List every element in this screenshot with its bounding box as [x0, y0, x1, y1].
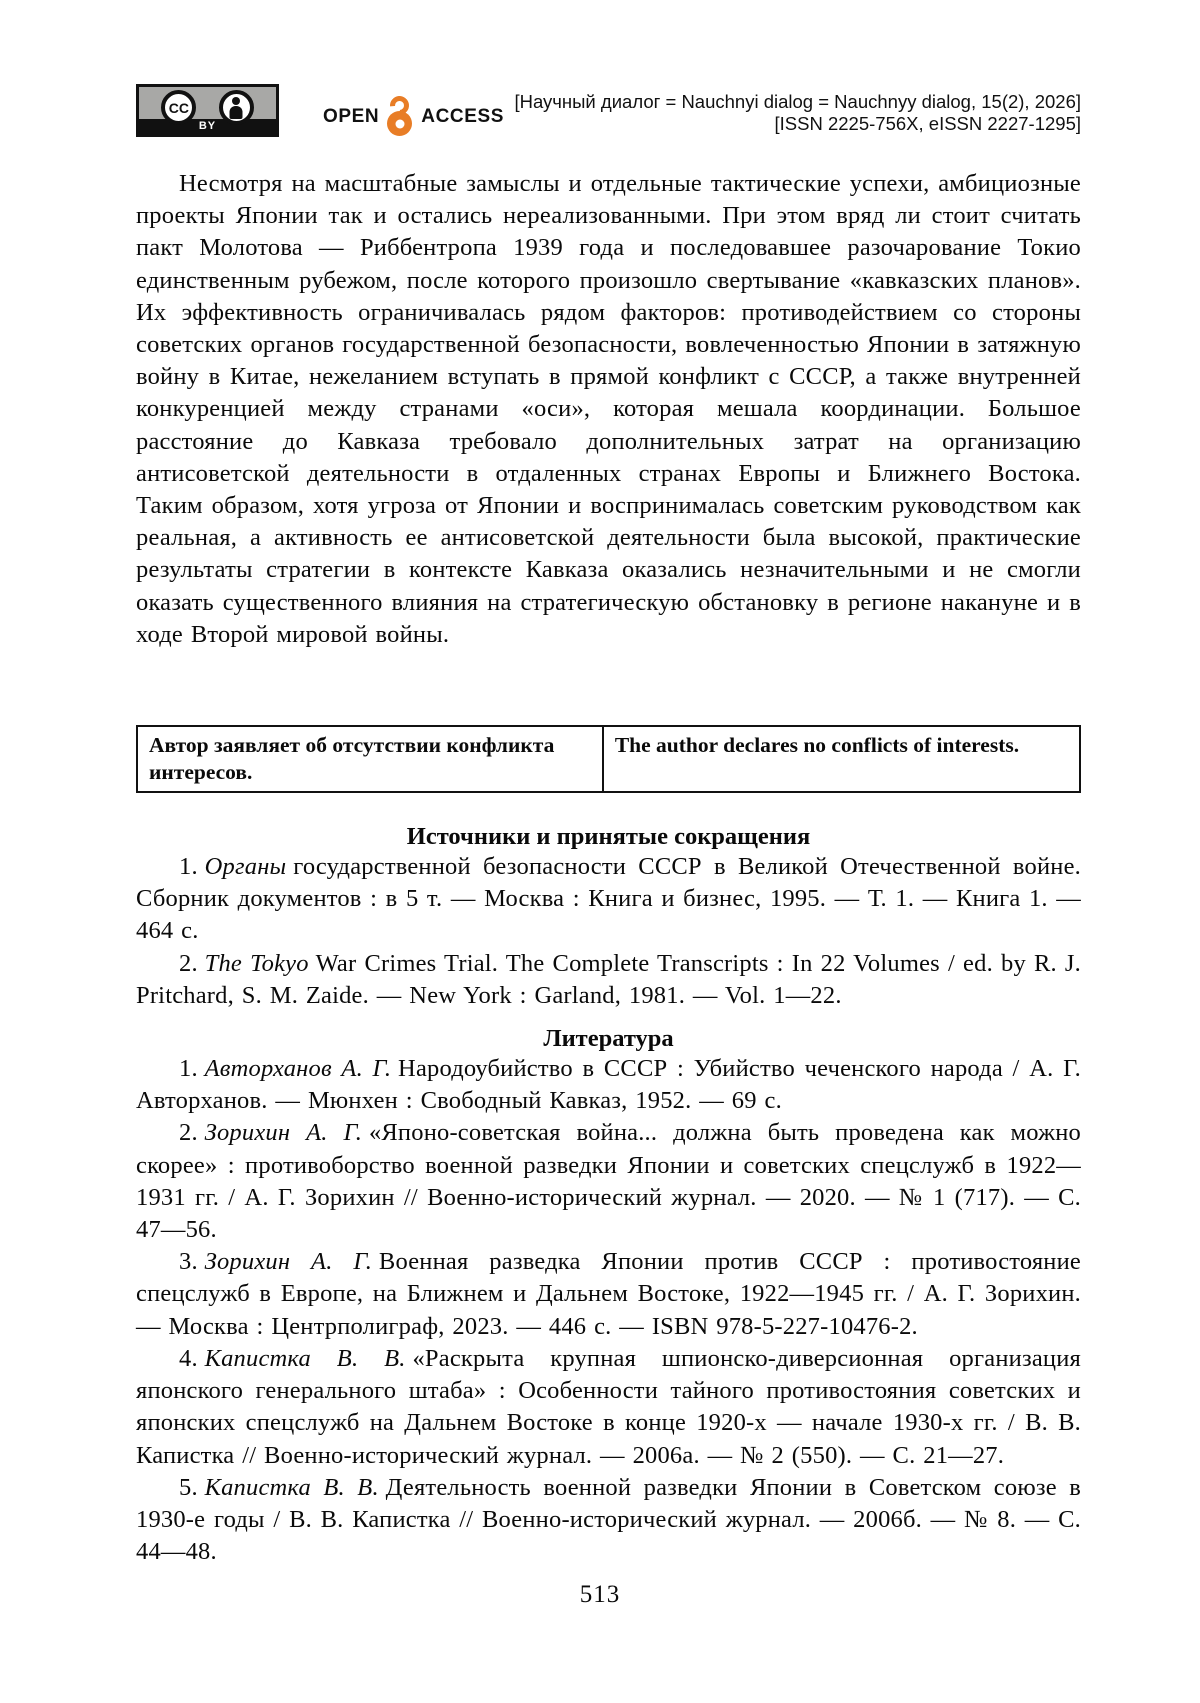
literature-item [136, 1117, 1081, 1246]
literature-item [136, 1343, 1081, 1472]
open-padlock-icon [384, 98, 416, 136]
sources-heading: Источники и принятые сокращения [406, 823, 811, 851]
reference-author: Авторханов А. Г. [204, 1055, 392, 1083]
reference-number: 4. [179, 1344, 198, 1372]
reference-text: War Crimes Trial. The Complete Transcripts : In 22 Volumes / ed. by R. J. Pritchard, S. M. Zaide. — New York : Garland, 1981. — Vol. 1—22. [136, 949, 1081, 1009]
attribution-person-icon [219, 90, 254, 125]
cc-label: CC [168, 99, 189, 116]
conflict-of-interest-table [136, 725, 1081, 793]
open-access-logo [323, 98, 504, 136]
reference-author: Зорихин А. Г. [204, 1119, 363, 1147]
journal-citation-line1: [Научный диалог = Nauchnyi dialog = Nauchnyy dialog, 15(2), 2026] [514, 91, 1081, 112]
reference-text: Деятельность военной разведки Японии в Советском союзе в 1930-е годы / В. В. Капистка // Военно-исторический журнал. — 2006б. — № 8. — С. 44—48. [136, 1473, 1081, 1566]
cc-by-license-badge [136, 84, 279, 137]
source-item [136, 851, 1081, 948]
literature-item [136, 1472, 1081, 1569]
by-label: BY [139, 119, 276, 134]
reference-number: 3. [179, 1248, 198, 1276]
reference-author: Зорихин А. Г. [204, 1248, 373, 1276]
reference-number: 2. [179, 1119, 198, 1147]
reference-lead: Органы [204, 853, 287, 881]
table-row [137, 726, 1080, 792]
conclusion-paragraph: Несмотря на масштабные замыслы и отдельные тактические успехи, амбициозные проекты Японии так и остались нереализованными. При этом вряд ли стоит считать пакт Молотова — Риббентропа 1939 года и последовавшее разочарование Токио единственным рубежом, после которого произошло свертывание «кавказских планов». Их эффективность ограничивалась рядом факторов: противодействием со стороны советских органов государственной безопасности, вовлеченностью Японии в затяжную войну в Китае, нежеланием вступать в прямой конфликт с СССР, а также внутренней конкуренцией между странами «оси», которая мешала координации. Большое расстояние до Кавказа требовало дополнительных затрат на организацию антисоветской деятельности в отдаленных странах Европы и Ближнего Востока. Таким образом, хотя угроза от Японии и воспринималась советским руководством как реальная, а активность ее антисоветской деятельности была высокой, практические результаты стратегии в контексте Кавказа оказались незначительными и не смогли оказать существенного влияния на стратегическую обстановку в регионе накануне и в ходе Второй мировой войны. [136, 170, 1081, 648]
reference-number: 1. [179, 1055, 198, 1083]
source-item [136, 948, 1081, 1012]
reference-text: государственной безопасности СССР в Великой Отечественной войне. Сборник документов : в 5 т. — Москва : Книга и бизнес, 1995. — Т. 1. — Книга 1. — 464 с. [136, 853, 1081, 945]
literature-item [136, 1246, 1081, 1343]
access-label: ACCESS [421, 106, 505, 127]
open-label: OPEN [323, 106, 380, 127]
reference-text: Военная разведка Японии против СССР : противостояние спецслужб в Европе, на Ближнем и Дальнем Востоке, 1922—1945 гг. / А. Г. Зорихин. — Москва : Центрполиграф, 2023. — 446 с. — ISBN 978-5-227-10476-2. [136, 1248, 1082, 1340]
reference-author: Капистка В. В. [204, 1473, 379, 1501]
conflict-statement-en: The author declares no conflicts of interests. [603, 726, 1080, 792]
literature-item [136, 1053, 1081, 1117]
reference-number: 1. [179, 853, 198, 881]
reference-number: 2. [179, 949, 198, 977]
reference-number: 5. [179, 1473, 198, 1501]
page-number: 513 [579, 1581, 621, 1608]
page-header [136, 84, 1081, 137]
reference-author: Капистка В. В. [204, 1344, 406, 1372]
journal-citation-line2: [ISSN 2225-756X, eISSN 2227-1295] [774, 112, 1081, 134]
journal-citation [514, 84, 1081, 134]
conflict-statement-ru: Автор заявляет об отсутствии конфликта интересов. [137, 726, 603, 792]
reference-text: Народоубийство в СССР : Убийство чеченского народа / А. Г. Авторханов. — Мюнхен : Свободный Кавказ, 1952. — 69 с. [136, 1055, 1081, 1115]
literature-heading: Литература [543, 1025, 674, 1053]
reference-lead: The Tokyo [204, 949, 309, 977]
reference-text: «Раскрыта крупная шпионско-диверсионная организация японского генерального штаба» : Особенности тайного противостояния советских и японских спецслужб на Дальнем Востоке в конце 1920-х — начале 1930-х гг. / В. В. Капистка // Военно-исторический журнал. — 2006а. — № 2 (550). — С. 21—27. [136, 1344, 1081, 1469]
reference-text: «Японо-советская война... должна быть проведена как можно скорее» : противоборство военной разведки Японии и советских спецслужб в 1922—1931 гг. / А. Г. Зорихин // Военно-исторический журнал. — 2020. — № 1 (717). — С. 47—56. [136, 1119, 1081, 1244]
